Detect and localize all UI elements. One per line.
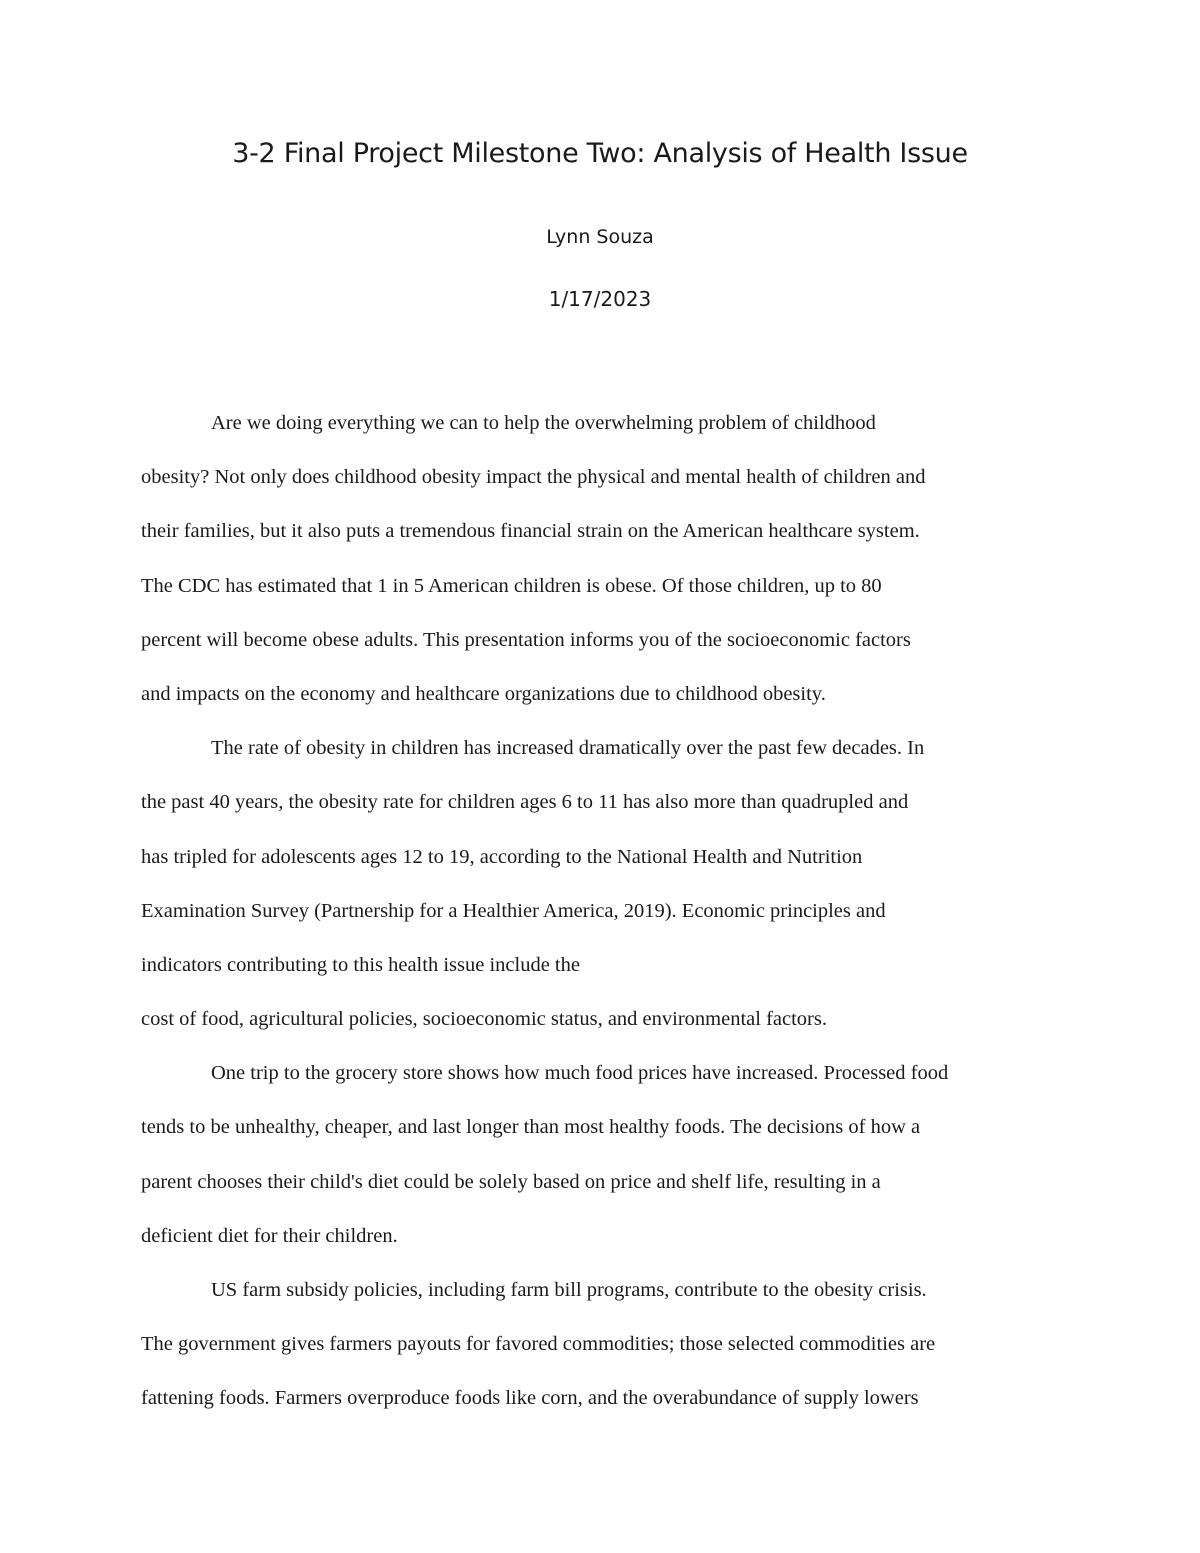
text-line: tends to be unhealthy, cheaper, and last longer than most healthy foods. The decisions of how a	[141, 1116, 921, 1139]
text-line: obesity? Not only does childhood obesity impact the physical and mental health of children and	[141, 466, 926, 489]
text-line: has tripled for adolescents ages 12 to 19, according to the National Health and Nutrition	[141, 845, 863, 868]
text-line: The rate of obesity in children has increased dramatically over the past few decades. In	[211, 737, 925, 760]
text-line: their families, but it also puts a tremendous financial strain on the American healthcare system.	[141, 520, 920, 543]
text-line: cost of food, agricultural policies, socioeconomic status, and environmental factors.	[141, 1008, 827, 1031]
body-text	[141, 396, 1071, 1426]
text-line: The government gives farmers payouts for favored commodities; those selected commodities are	[141, 1333, 936, 1356]
text-line: Are we doing everything we can to help the overwhelming problem of childhood	[211, 412, 876, 434]
author-name: Lynn Souza	[546, 226, 654, 248]
text-line: the past 40 years, the obesity rate for children ages 6 to 11 has also more than quadrupled and	[141, 791, 909, 814]
text-line: percent will become obese adults. This presentation informs you of the socioeconomic factors	[141, 628, 911, 651]
text-line: Examination Survey (Partnership for a Healthier America, 2019). Economic principles and	[141, 899, 886, 922]
text-line: and impacts on the economy and healthcare organizations due to childhood obesity.	[141, 682, 826, 705]
text-line: deficient diet for their children.	[141, 1224, 398, 1247]
text-line: parent chooses their child's diet could be solely based on price and shelf life, resulting in a	[141, 1170, 881, 1193]
text-line: fattening foods. Farmers overproduce foods like corn, and the overabundance of supply lowers	[141, 1387, 919, 1410]
document-date: 1/17/2023	[548, 287, 652, 311]
text-line: One trip to the grocery store shows how much food prices have increased. Processed food	[211, 1062, 949, 1085]
text-line: US farm subsidy policies, including farm bill programs, contribute to the obesity crisis.	[211, 1279, 927, 1301]
text-line: indicators contributing to this health issue include the	[141, 953, 580, 976]
text-line: The CDC has estimated that 1 in 5 American children is obese. Of those children, up to 80	[141, 574, 882, 597]
document-title: 3-2 Final Project Milestone Two: Analysis of Health Issue	[232, 138, 968, 169]
